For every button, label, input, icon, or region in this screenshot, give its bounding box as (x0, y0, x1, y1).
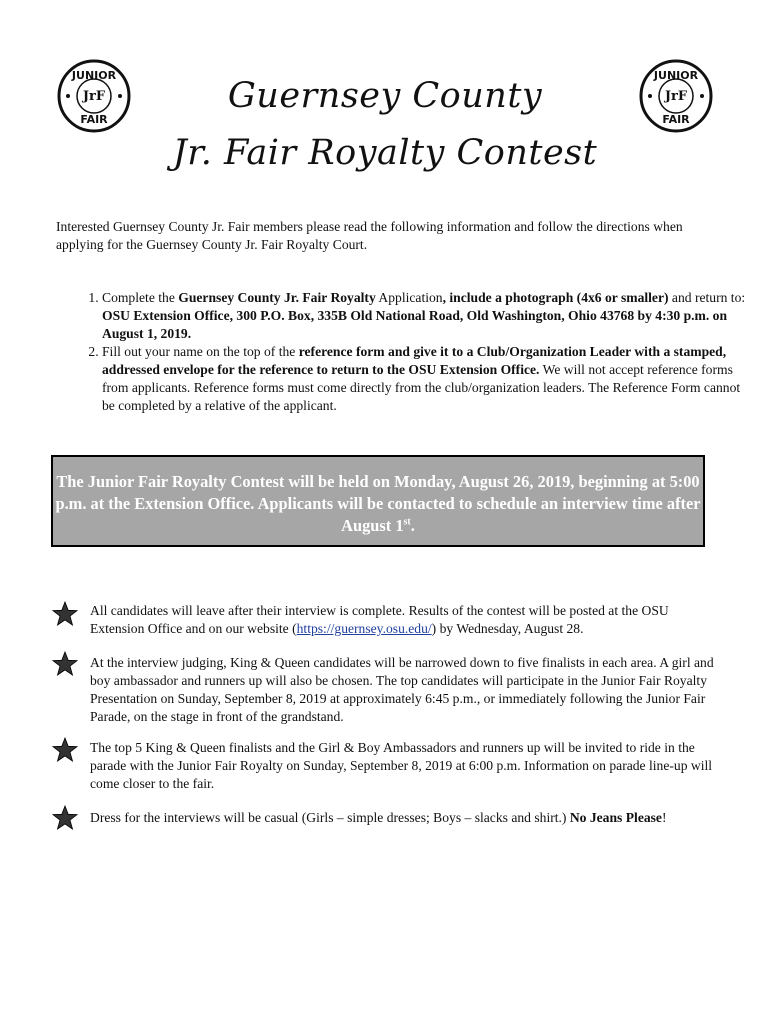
step-2-text-a: Fill out your name on the top of the (102, 344, 299, 359)
logo-text-bottom: FAIR (662, 113, 690, 126)
bullet-dress-text: Dress for the interviews will be casual (Girls – simple dresses; Boys – slacks and shirt.) (90, 810, 570, 825)
step-1-text-c: Application (375, 290, 443, 305)
bullet-results-text: All candidates will leave after their interview is complete. Results of the contest will be posted at the OSU Extension Office and on our website ( (90, 603, 669, 636)
logo-text-bottom: FAIR (80, 113, 108, 126)
star-icon (52, 651, 78, 677)
logo-monogram: JrF (82, 89, 106, 104)
website-link[interactable]: https://guernsey.osu.edu/ (296, 621, 432, 636)
bullet-parade: The top 5 King & Queen finalists and the Girl & Boy Ambassadors and runners up will be invited to ride in the parade with the Junior Fair Royalty on Sunday, September 8, 2019 at 6:00 p.m. Information on parade line-up will come closer to the fair. (90, 740, 713, 791)
logo-text-top: JUNIOR (653, 69, 699, 82)
step-2-text-b: reference form and give it to a Club/Organization Leader with a stamped, addressed envelope for the reference to return to the OSU Extension Office. (102, 344, 727, 377)
star-icon (52, 601, 78, 627)
bullet-judging: At the interview judging, King & Queen candidates will be narrowed down to five finalists in each area. A girl and boy ambassador and runners up will also be chosen. The top candidates will participate in the Junior Fair Royalty Presentation on Sunday, September 8, 2019 at approximately 6:45 p.m., or immediately following the Junior Fair Parade, on the stage in front of the grandstand. (90, 655, 714, 724)
title-line-2: Jr. Fair Royalty Contest (172, 133, 598, 173)
star-icon (52, 737, 78, 763)
intro-paragraph: Interested Guernsey County Jr. Fair members please read the following information and follow the directions when applying for the Guernsey County Jr. Fair Royalty Court. (56, 219, 683, 252)
bullet-dress-end: ! (661, 810, 667, 825)
step-1-text-b: Guernsey County Jr. Fair Royalty (178, 290, 376, 305)
bullet-results (90, 602, 720, 638)
notice-text: The Junior Fair Royalty Contest will be held on Monday, August 26, 2019, beginning at 5:00 p.m. at the Extension Office. Applicants will be contacted to schedule an interview time after August 1 (55, 472, 701, 535)
step-1-text-f: OSU Extension Office, 300 P.O. Box, 335B Old National Road, Old Washington, Ohio 43768 by 4:30 p.m. on August 1, 2019. (102, 308, 728, 341)
step-1-text-e: and return to: (668, 290, 746, 305)
notice-superscript: st (403, 516, 411, 528)
step-1 (102, 289, 752, 343)
contest-date-notice (51, 455, 705, 547)
step-2-text-c: We will not accept reference forms from applicants. Reference forms must come directly from the club/organization leaders. The Reference Form cannot be completed by a relative of the applicant. (102, 362, 741, 413)
logo-monogram: JrF (664, 89, 688, 104)
logo-text-top: JUNIOR (71, 69, 117, 82)
title-line-1: Guernsey County (227, 76, 543, 116)
step-2 (102, 343, 752, 415)
step-1-text-a: Complete the (102, 290, 179, 305)
application-steps (56, 289, 752, 415)
star-icon (52, 805, 78, 831)
bullet-results-text-end: ) by Wednesday, August 28. (431, 621, 584, 636)
bullet-dress-bold: No Jeans Please (569, 810, 662, 825)
bullet-dress-code (90, 809, 720, 827)
notice-end: . (410, 516, 415, 535)
step-1-text-d: , include a photograph (4x6 or smaller) (442, 290, 669, 305)
